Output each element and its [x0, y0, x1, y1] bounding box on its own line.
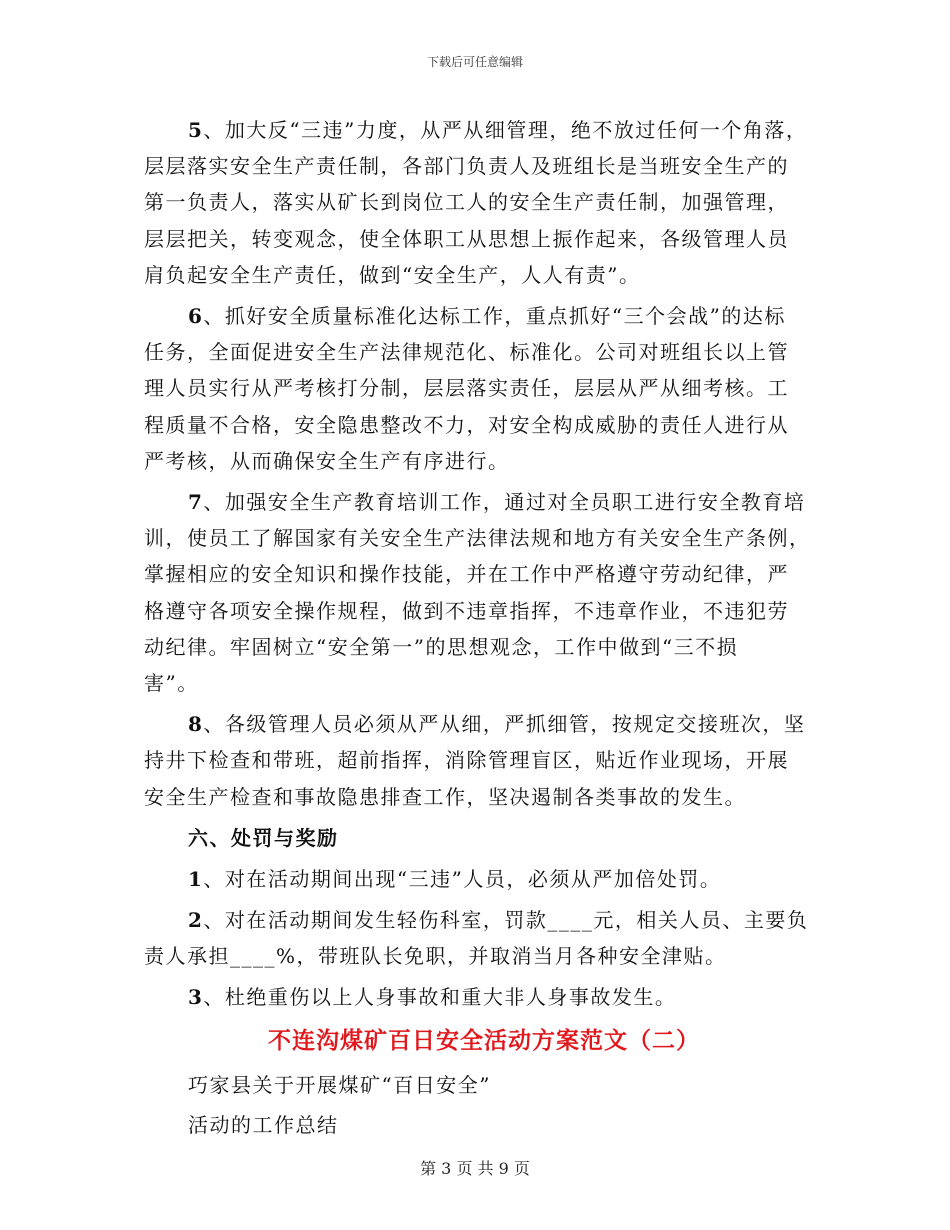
section-heading: 六、处罚与奖励 [188, 825, 339, 850]
paragraph-line: 理人员实行从严考核打分制，层层落实责任，层层从严从细考核。工 [144, 376, 789, 401]
penalty-3 [144, 979, 824, 1015]
paragraph-line: 责人承担____%，带班队长免职，并取消当月各种安全津贴。 [144, 944, 727, 969]
paragraph-line: 持井下检查和带班，超前指挥，消除管理盲区，贴近作业现场，开展 [144, 748, 789, 773]
paragraph-8 [144, 706, 824, 815]
paragraph-line: 层层把关，转变观念，使全体职工从思想上振作起来，各级管理人员 [144, 226, 789, 251]
paragraph-line: 害”。 [144, 671, 199, 696]
paragraph-line: 、加强安全生产教育培训工作，通过对全员职工进行安全教育培 [203, 490, 806, 515]
page-header: 下载后可任意编辑 [426, 55, 523, 69]
paragraph-line: 任务，全面促进安全生产法律规范化、标准化。公司对班组长以上管 [144, 340, 789, 365]
paragraph-6 [144, 298, 824, 479]
paragraph-line: 、杜绝重伤以上人身事故和重大非人身事故发生。 [203, 985, 677, 1010]
document-title: 不连沟煤矿百日安全活动方案范文（二） [268, 1026, 700, 1054]
item-number: 7 [188, 490, 204, 515]
paragraph-line: 安全生产检查和事故隐患排查工作，坚决遏制各类事故的发生。 [144, 784, 746, 809]
subtitle-line: 活动的工作总结 [188, 1112, 339, 1137]
paragraph-line: 程质量不合格，安全隐患整改不力，对安全构成威胁的责任人进行从 [144, 412, 789, 437]
item-number: 3 [188, 985, 204, 1010]
paragraph-line: 、抓好安全质量标准化达标工作，重点抓好“三个会战”的达标 [203, 304, 786, 329]
paragraph-line: 、各级管理人员必须从严从细，严抓细管，按规定交接班次，坚 [203, 712, 806, 737]
subtitle-line: 巧家县关于开展煤矿“百日安全” [188, 1072, 491, 1097]
item-number: 6 [188, 304, 204, 329]
item-number: 2 [188, 908, 204, 933]
paragraph-line: 、对在活动期间出现“三违”人员，必须从严加倍处罚。 [203, 866, 722, 891]
paragraph-line: 、加大反“三违”力度，从严从细管理，绝不放过任何一个角落， [203, 118, 808, 142]
document-body [144, 112, 824, 1145]
paragraph-line: 层层落实安全生产责任制，各部门负责人及班组长是当班安全生产的 [144, 154, 789, 179]
paragraph-line: 掌握相应的安全知识和操作技能，并在工作中严格遵守劳动纪律，严 [144, 562, 789, 587]
paragraph-line: 训，使员工了解国家有关安全生产法律法规和地方有关安全生产条例， [144, 526, 811, 551]
page-footer: 第 3 页 共 9 页 [420, 1159, 530, 1178]
paragraph-line: 、对在活动期间发生轻伤科室，罚款____元，相关人员、主要负 [203, 908, 809, 933]
item-number: 8 [188, 712, 204, 737]
paragraph-line: 动纪律。牢固树立“安全第一”的思想观念，工作中做到“三不损 [144, 634, 739, 659]
paragraph-line: 肩负起安全生产责任，做到“安全生产，人人有责”。 [144, 262, 641, 287]
penalty-2 [144, 902, 824, 974]
paragraph-line: 严考核，从而确保安全生产有序进行。 [144, 448, 510, 473]
paragraph-5 [144, 112, 824, 293]
item-number: 5 [188, 118, 204, 142]
penalty-1 [144, 861, 824, 897]
paragraph-line: 第一负责人，落实从矿长到岗位工人的安全生产责任制，加强管理， [144, 190, 789, 215]
paragraph-7 [144, 484, 824, 701]
item-number: 1 [188, 866, 204, 891]
paragraph-line: 格遵守各项安全操作规程，做到不违章指挥，不违章作业，不违犯劳 [144, 598, 789, 623]
